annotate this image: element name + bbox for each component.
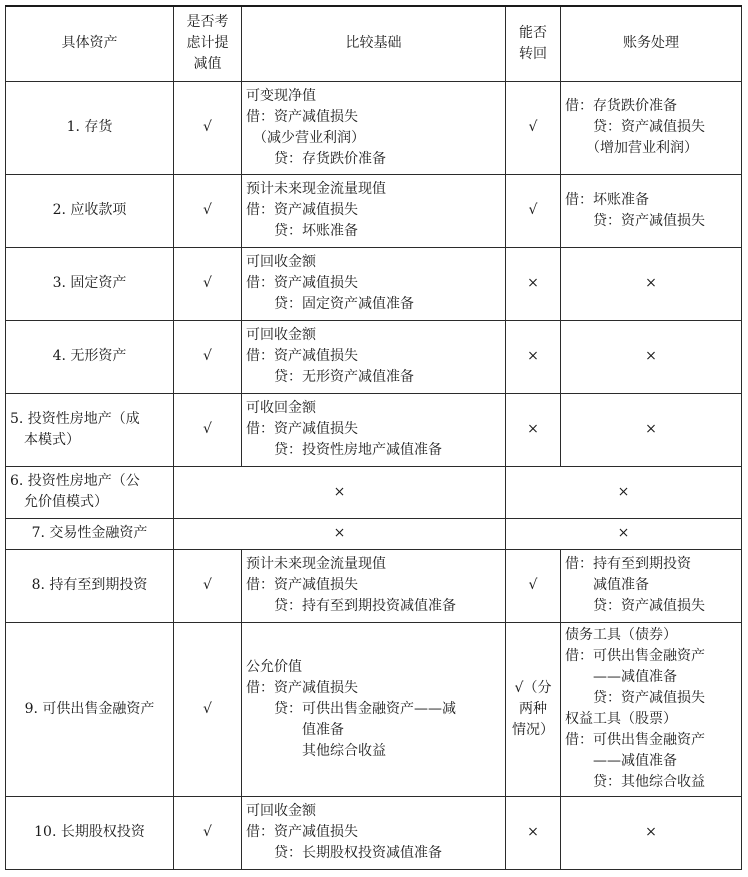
reversible-cell: × [506, 320, 561, 393]
basis-cell: 可回收金额 借：资产减值损失 贷：固定资产减值准备 [242, 247, 506, 320]
table-row-long-term-equity [6, 796, 742, 869]
reversible-cell: √ [506, 81, 561, 174]
basis-cell: 可变现净值 借：资产减值损失 （减少营业利润） 贷：存货跌价准备 [242, 81, 506, 174]
consider-cell: √ [174, 320, 242, 393]
basis-cell: 可收回金额 借：资产减值损失 贷：投资性房地产减值准备 [242, 393, 506, 466]
reversible-cell: √ [506, 549, 561, 622]
header-asset: 具体资产 [6, 6, 174, 81]
accounting-cell: × [561, 393, 742, 466]
reversible-cell: √ [506, 174, 561, 247]
merged-right-cell: × [506, 518, 742, 549]
impairment-table [5, 5, 742, 870]
basis-cell: 预计未来现金流量现值 借：资产减值损失 贷：坏账准备 [242, 174, 506, 247]
table-row-investment-property-fair-value [6, 466, 742, 518]
header-reversible: 能否 转回 [506, 6, 561, 81]
accounting-cell: × [561, 796, 742, 869]
consider-cell: √ [174, 81, 242, 174]
basis-cell: 预计未来现金流量现值 借：资产减值损失 贷：持有至到期投资减值准备 [242, 549, 506, 622]
basis-cell: 可回收金额 借：资产减值损失 贷：长期股权投资减值准备 [242, 796, 506, 869]
reversible-cell: × [506, 796, 561, 869]
accounting-cell: 借：坏账准备 贷：资产减值损失 [561, 174, 742, 247]
header-accounting: 账务处理 [561, 6, 742, 81]
accounting-cell: 借：存货跌价准备 贷：资产减值损失 （增加营业利润） [561, 81, 742, 174]
table-row-inventory [6, 81, 742, 174]
consider-cell: √ [174, 796, 242, 869]
asset-cell: 3. 固定资产 [6, 247, 174, 320]
merged-right-cell: × [506, 466, 742, 518]
table-row-trading-financial-assets [6, 518, 742, 549]
asset-cell: 4. 无形资产 [6, 320, 174, 393]
header-consider-impairment: 是否考 虑计提 减值 [174, 6, 242, 81]
header-row [6, 6, 742, 81]
basis-cell: 可回收金额 借：资产减值损失 贷：无形资产减值准备 [242, 320, 506, 393]
accounting-cell: 债务工具（债券） 借：可供出售金融资产 ——减值准备 贷：资产减值损失 权益工具（股票） 借：可供出售金融资产 ——减值准备 贷：其他综合收益 [561, 622, 742, 796]
consider-cell: √ [174, 622, 242, 796]
asset-cell: 10. 长期股权投资 [6, 796, 174, 869]
consider-cell: √ [174, 247, 242, 320]
reversible-cell: × [506, 393, 561, 466]
reversible-cell: √（分 两种 情况） [506, 622, 561, 796]
asset-cell: 8. 持有至到期投资 [6, 549, 174, 622]
asset-cell: 1. 存货 [6, 81, 174, 174]
merged-left-cell: × [174, 466, 506, 518]
asset-cell: 2. 应收款项 [6, 174, 174, 247]
consider-cell: √ [174, 549, 242, 622]
accounting-cell: × [561, 247, 742, 320]
asset-cell: 6. 投资性房地产（公 允价值模式） [6, 466, 174, 518]
accounting-cell: 借：持有至到期投资 减值准备 贷：资产减值损失 [561, 549, 742, 622]
consider-cell: √ [174, 393, 242, 466]
basis-cell: 公允价值 借：资产减值损失 贷：可供出售金融资产——减 值准备 其他综合收益 [242, 622, 506, 796]
accounting-cell: × [561, 320, 742, 393]
merged-left-cell: × [174, 518, 506, 549]
asset-cell: 7. 交易性金融资产 [6, 518, 174, 549]
table-row-held-to-maturity [6, 549, 742, 622]
table-row-receivables [6, 174, 742, 247]
reversible-cell: × [506, 247, 561, 320]
table-row-intangible-assets [6, 320, 742, 393]
asset-cell: 9. 可供出售金融资产 [6, 622, 174, 796]
asset-cell: 5. 投资性房地产（成 本模式） [6, 393, 174, 466]
consider-cell: √ [174, 174, 242, 247]
table-row-available-for-sale [6, 622, 742, 796]
header-comparison-basis: 比较基础 [242, 6, 506, 81]
table-row-investment-property-cost [6, 393, 742, 466]
table-row-fixed-assets [6, 247, 742, 320]
